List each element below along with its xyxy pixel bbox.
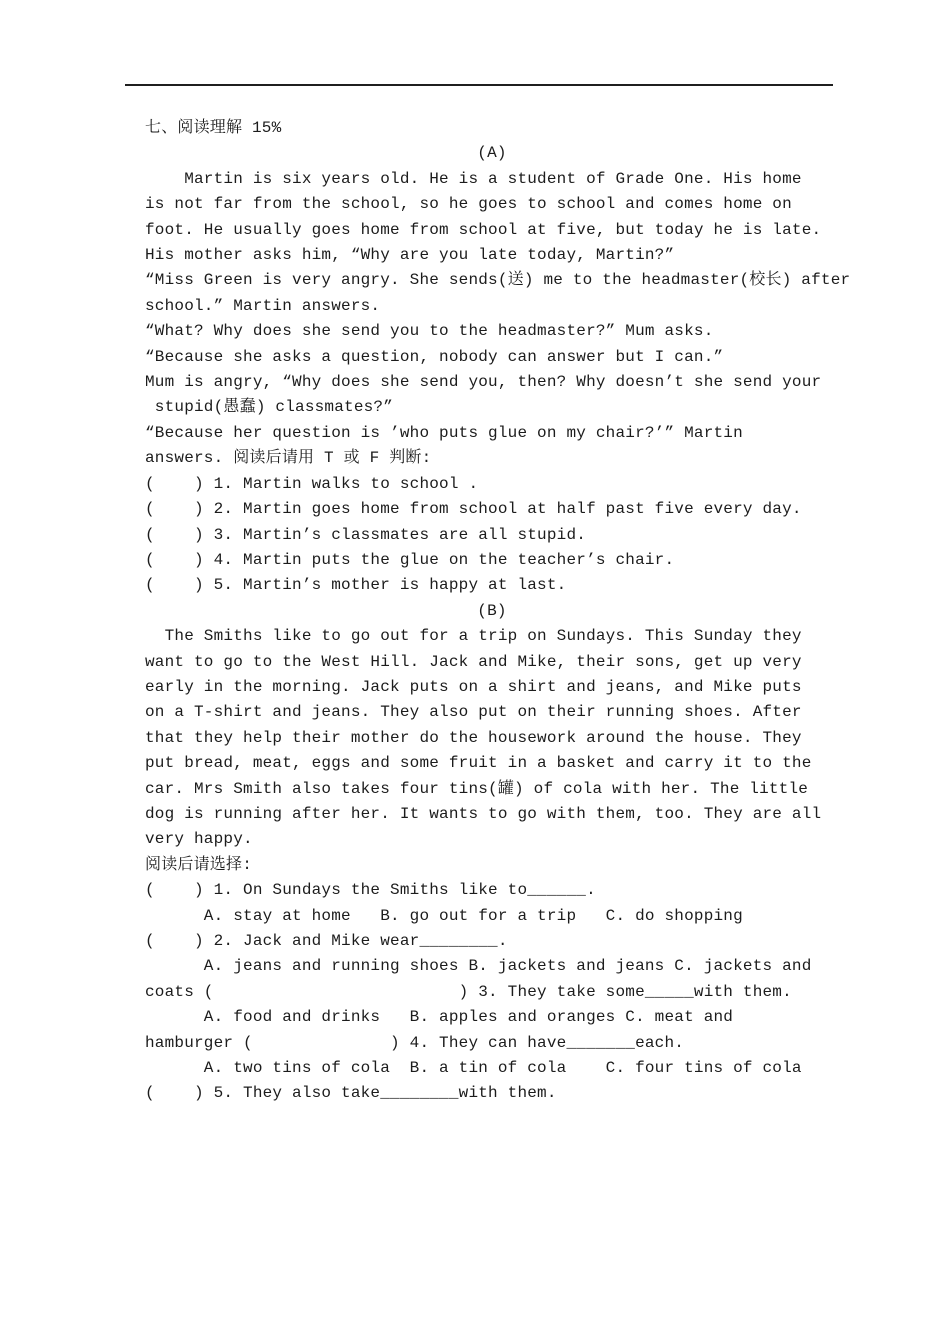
passage-a-line: is not far from the school, so he goes to school and comes home on: [145, 195, 792, 214]
passage-b-line: very happy.: [145, 830, 253, 849]
tf-question: ( ) 4. Martin puts the glue on the teacher’s chair.: [145, 550, 675, 569]
passage-b-line: that they help their mother do the housework around the house. They: [145, 728, 802, 747]
section-title: 七、阅读理解 15%: [145, 119, 282, 137]
passage-a-line: “Because she asks a question, nobody can answer but I can.”: [145, 347, 724, 366]
mc-question-line: ( ) 1. On Sundays the Smiths like to______.: [145, 881, 596, 900]
passage-a-line: Mum is angry, “Why does she send you, then? Why doesn’t she send your: [145, 373, 822, 392]
mc-question-line: ( ) 5. They also take________with them.: [145, 1084, 557, 1103]
passage-b-line: put bread, meat, eggs and some fruit in a basket and carry it to the: [145, 754, 812, 773]
passage-a-line: foot. He usually goes home from school at five, but today he is late.: [145, 220, 822, 239]
mc-options-line: A. food and drinks B. apples and oranges C. meat and: [145, 1008, 734, 1027]
part-a-instruction: answers. 阅读后请用 T 或 F 判断:: [145, 449, 432, 468]
mc-question-line: ( ) 2. Jack and Mike wear________.: [145, 932, 508, 950]
passage-a-line: school.” Martin answers.: [145, 296, 381, 315]
passage-b-line: want to go to the West Hill. Jack and Mike, their sons, get up very: [145, 652, 802, 671]
mc-options-line: A. two tins of cola B. a tin of cola C. four tins of cola: [145, 1059, 802, 1078]
part-b-heading: (B): [477, 601, 507, 620]
part-a-heading: (A): [477, 144, 507, 163]
passage-b-line: dog is running after her. It wants to go with them, too. They are all: [145, 804, 822, 823]
part-b-instruction: 阅读后请选择:: [145, 855, 253, 874]
passage-a-line: His mother asks him, “Why are you late today, Martin?”: [145, 246, 675, 265]
passage-a-line: “What? Why does she send you to the headmaster?” Mum asks.: [145, 322, 714, 341]
tf-question: ( ) 5. Martin’s mother is happy at last.: [145, 576, 567, 595]
passage-a-line: “Because her question is ’who puts glue on my chair?’” Martin: [145, 423, 743, 442]
passage-b-line: car. Mrs Smith also takes four tins(罐) of cola with her. The little: [145, 779, 809, 798]
passage-a-line: “Miss Green is very angry. She sends(送) me to the headmaster(校长) after: [145, 271, 851, 290]
header-divider: [125, 84, 833, 86]
passage-a-line: Martin is six years old. He is a student of Grade One. His home: [145, 169, 802, 188]
mc-question-line: hamburger ( ) 4. They can have_______each.: [145, 1033, 685, 1052]
worksheet-content: [145, 116, 851, 1107]
tf-question: ( ) 1. Martin walks to school .: [145, 474, 479, 493]
passage-a-line: stupid(愚蠢) classmates?”: [145, 398, 394, 417]
passage-b-line: early in the morning. Jack puts on a shirt and jeans, and Mike puts: [145, 677, 802, 696]
tf-question: ( ) 3. Martin’s classmates are all stupid.: [145, 525, 587, 544]
mc-options-line: A. stay at home B. go out for a trip C. do shopping: [145, 906, 743, 925]
passage-b-line: on a T-shirt and jeans. They also put on their running shoes. After: [145, 703, 802, 722]
mc-question-line: coats ( ) 3. They take some_____with them.: [145, 982, 792, 1001]
tf-question: ( ) 2. Martin goes home from school at half past five every day.: [145, 500, 802, 519]
passage-b-line: The Smiths like to go out for a trip on Sundays. This Sunday they: [145, 627, 802, 646]
mc-options-line: A. jeans and running shoes B. jackets and jeans C. jackets and: [145, 957, 812, 976]
